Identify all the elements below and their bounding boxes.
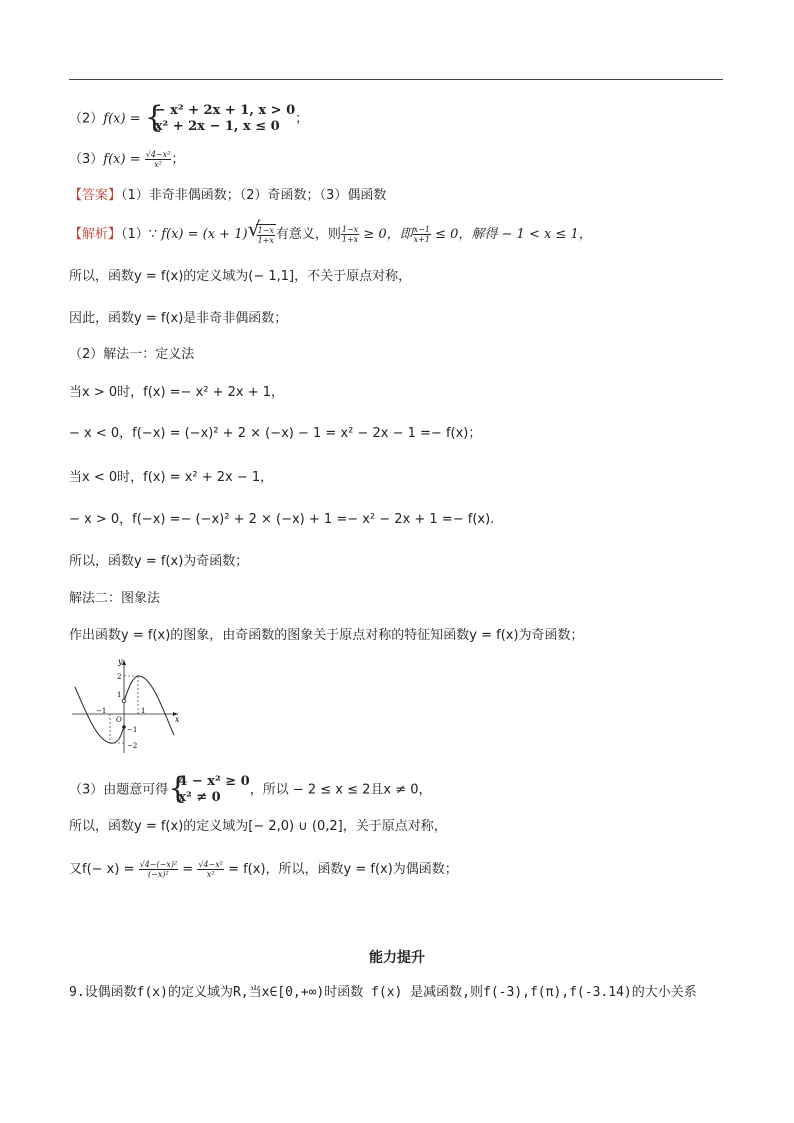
text-line: 当x < 0时，f(x) = x² + 2x − 1， <box>69 470 274 485</box>
closed-point-minus1 <box>122 725 126 729</box>
section-title: 能力提升 <box>369 950 425 966</box>
xtick-1: 1 <box>141 707 146 715</box>
text-line: − x > 0，f(−x) =− (−x)² + 2 × (−x) + 1 =− x² − 2x + 1 =− f(x). <box>69 512 495 527</box>
text-line: 因此，函数y = f(x)是非奇非偶函数； <box>69 311 288 326</box>
tick-1: 1 <box>117 691 122 699</box>
xtick-minus1: −1 <box>96 707 107 715</box>
origin-label: O <box>116 716 122 724</box>
text-line: 所以，函数y = f(x)为奇函数； <box>69 554 249 569</box>
question-9: 9.设偶函数f(x)的定义域为R,当x∈[0,+∞)时函数 f(x) 是减函数,则f(-3),f(π),f(-3.14)的大小关系 <box>69 985 697 1000</box>
part2-definition: （2）f(x) = { − x² + 2x + 1, x > 0 x² + 2x − 1, x ≤ 0 ； <box>69 100 309 135</box>
function-graph <box>72 655 182 755</box>
text-line: 所以，函数y = f(x)的定义域为(− 1,1]，不关于原点对称， <box>69 269 412 284</box>
text-line: 当x > 0时，f(x) =− x² + 2x + 1， <box>69 385 285 400</box>
x-label: x <box>175 715 180 724</box>
y-axis-arrow <box>122 660 126 665</box>
tick-minus2: −2 <box>127 742 138 750</box>
tick-minus1: −1 <box>127 726 138 734</box>
piecewise-system: { − x² + 2x + 1, x > 0 x² + 2x − 1, x ≤ 0 <box>144 100 296 135</box>
part3-definition: （3）f(x) = $\frac{\text{√4−x²}}{\text{x²}}$ ； <box>69 150 185 169</box>
open-point-1 <box>122 699 126 703</box>
text-line: 解法二：图象法 <box>69 591 161 606</box>
text-line: − x < 0，f(−x) = (−x)² + 2 × (−x) − 1 = x² − 2x − 1 =− f(x)； <box>69 426 482 441</box>
part3-conclusion: 又f(− x) = $\frac{\text{√4−(−x)²}}{\text{(−x)²}}$ = $\frac{\text{√4−x²}}{\text{x²}}$ = f(x)，所以，函数y = f(x)为偶函数； <box>69 860 458 879</box>
y-label: y <box>118 657 123 666</box>
analysis-line-1: 【解析】（1）∵ f(x) = (x + 1) √ $\frac{1-x}{1+x}$ 有意义，则 $\frac{1-x}{1+x}$ ≥ 0，即 $\frac{x-1}{x+1}$ ≤ 0，解得 − 1 < x ≤ 1， <box>69 217 592 245</box>
answer-line: 【答案】（1）非奇非偶函数；（2）奇函数；（3）偶函数 <box>69 188 387 203</box>
tick-2: 2 <box>117 673 122 681</box>
text-line: 作出函数y = f(x)的图象，由奇函数的图象关于原点对称的特征知函数y = f(x)为奇函数； <box>69 628 584 643</box>
header-rule <box>69 79 723 80</box>
part3-solution: （3）由题意可得 { 4 − x² ≥ 0 x² ≠ 0 ，所以 − 2 ≤ x ≤ 2且x ≠ 0， <box>69 771 432 806</box>
text-line: 所以，函数y = f(x)的定义域为[− 2,0) ∪ (0,2]，关于原点对称， <box>69 819 447 834</box>
text-line: （2）解法一：定义法 <box>69 347 195 362</box>
